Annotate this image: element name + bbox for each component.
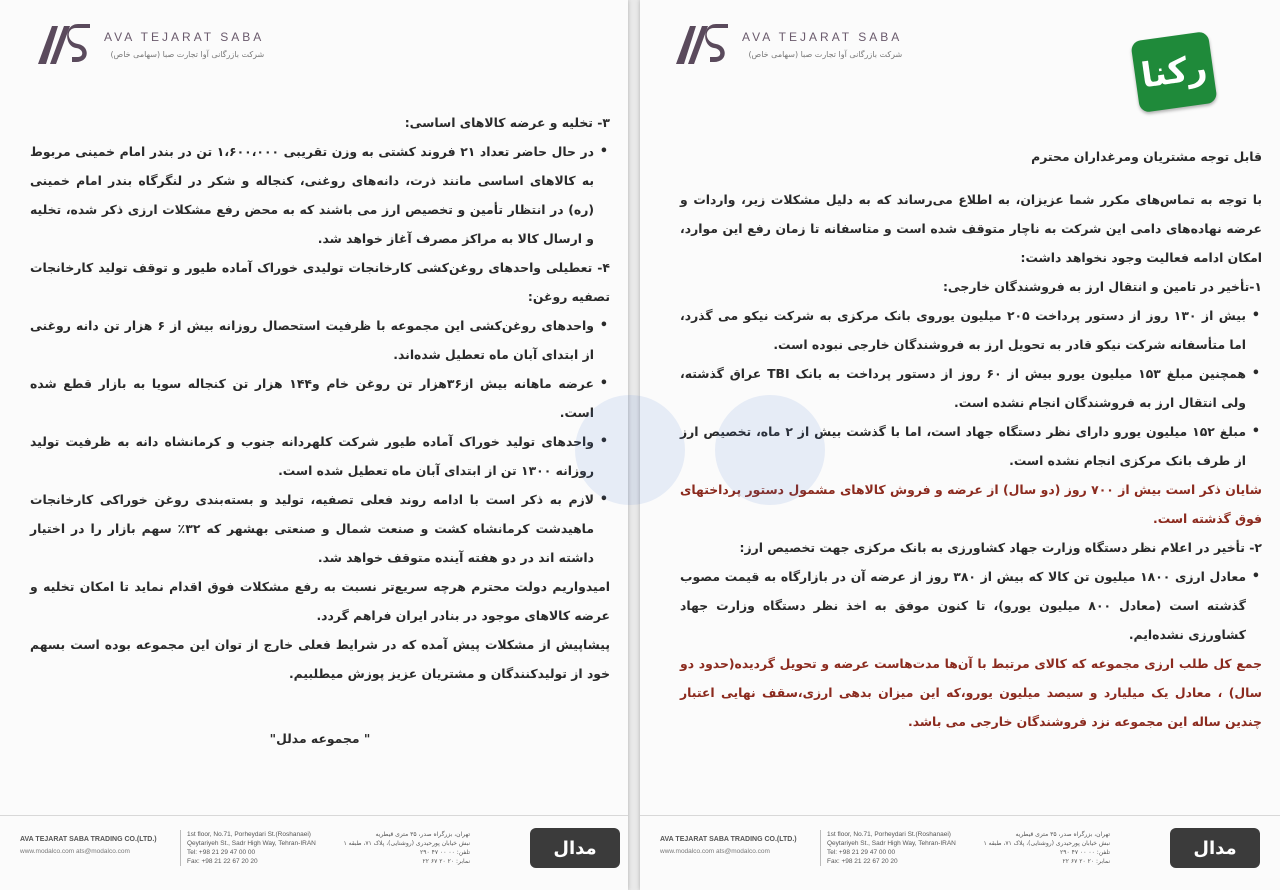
footer-web: www.modalco.com ats@modalco.com [20,848,130,855]
section-3-title: ۳- تخلیه و عرضه کالاهای اساسی: [404,115,610,130]
footer-web: www.modalco.com ats@modalco.com [660,848,770,855]
greeting: قابل توجه مشتریان ومرغداران محترم [1031,149,1262,164]
rokna-logo-text: رکنا [1138,47,1210,97]
company-logo [36,22,264,66]
letter-page-left [0,0,628,890]
section-1-title: ۱-تأخیر در تامین و انتقال ارز به فروشندگان خارجی: [942,279,1262,294]
section-4-bullet-2: • عرضه ماهانه بیش از۳۶هزار تن روغن خام و۱۴۴ هزار تن کنجاله سویا به بازار قطع شده است. [30,369,610,427]
letter-body-right [680,142,1262,736]
brand-name: AVA TEJARAT SABA [104,29,265,44]
notice-red-2: جمع کل طلب ارزی مجموعه که کالای مرتبط با آن‌ها مدت‌هاست عرضه و تحویل گردیده(حدود دو سال) ، معادل یک میلیارد و سیصد میلیون یورو،که این میزان بدهی ارزی،سقف نهایی اعتبار چندین ساله این مجموعه نزد فروشندگان خارجی می باشد. [680,656,1262,729]
section-1-bullet-3: • مبلغ ۱۵۲ میلیون یورو دارای نظر دستگاه جهاد است، اما با گذشت بیش از ۲ ماه، تخصیص ارز از طرف بانک مرکزی انجام نشده است. [680,417,1262,475]
hope-paragraph: امیدواریم دولت محترم هرچه سریع‌تر نسبت به رفع مشکلات فوق اقدام نماید تا امکان تخلیه و عرضه کالاهای موجود در بنادر ایران فراهم گردد. [30,579,610,623]
modal-brand-logo: مدال [530,828,620,868]
apology-paragraph: پیشاپیش از مشکلات پیش آمده که در شرایط فعلی خارج از توان این مجموعه بوده است بسهم خود از تولیدکنندگان و مشتریان عزیز پوزش میطلبیم. [30,637,610,681]
footer-address-fa: تهران، بزرگراه صدر، ۳۵ متری قیطریه نبش خیابان پورحیدری (روشنایی)، پلاک ۷۱، طبقه ۱ تلفن: ۰۰ ۰۰ ۴۷ ۲۹۰ نمابر: ۲۰ ۲۰ ۶۷ ۲۲ [983,831,1110,865]
company-logo [674,22,902,66]
section-4-title: ۴- تعطیلی واحدهای روغن‌کشی کارخانجات تولیدی خوراک آماده طیور و توقف تولید کارخانجات تصفیه روغن: [30,260,610,304]
section-2-title: ۲- تأخیر در اعلام نظر دستگاه وزارت جهاد کشاورزی به بانک مرکزی جهت تخصیص ارز: [739,540,1262,555]
modal-brand-logo: مدال [1170,828,1260,868]
section-1-bullet-1: • بیش از ۱۳۰ روز از دستور پرداخت ۲۰۵ میلیون یوروی بانک مرکزی به شرکت نیکو می گذرد، اما متأسفانه شرکت نیکو قادر به تحویل ارز به فروشندگان خارجی نبوده است. [680,301,1262,359]
intro-paragraph: با توجه به تماس‌های مکرر شما عزیزان، به اطلاع می‌رساند که به دلیل مشکلات زیر، واردات و عرضه نهاده‌های دامی این شرکت به ناچار متوقف شده است و متاسفانه تا زمان رفع این موارد، امکان ادامه فعالیت وجود نخواهد داشت: [680,192,1262,265]
footer-address-en: 1st floor, No.71, Porheydari St.(Roshanaei) Qeytariyeh St., Sadr High Way, Tehran-IRAN Tel: +98 21 29 47 00 00 Fax: +98 21 22 67 20 20 [820,830,956,866]
section-2-bullet-1: • معادل ارزی ۱۸۰۰ میلیون تن کالا که بیش از ۳۸۰ روز از عرضه آن در بازارگاه به قیمت مصوب گذشته است (معادل ۸۰۰ میلیون یورو)، تا کنون موفق به اخذ نظر دستگاه وزارت جهاد کشاورزی نشده‌ایم. [680,562,1262,649]
brand-subtitle: شرکت بازرگانی آوا تجارت صبا (سهامی خاص) [110,49,265,59]
letter-body-left [30,108,610,753]
ats-logo-icon [674,22,734,66]
footer-company: AVA TEJARAT SABA TRADING CO.(LTD.) [20,836,157,843]
page-footer [0,815,628,885]
page-footer [640,815,1280,885]
rokna-logo-badge [1130,31,1217,113]
section-4-bullet-3: • واحدهای تولید خوراک آماده طیور شرکت کلهردانه جنوب و کرمانشاه دانه به ظرفیت تولید روزانه ۱۳۰۰ تن از ابتدای آبان ماه تعطیل شده است. [30,427,610,485]
ats-logo-icon [36,22,96,66]
letter-page-right [640,0,1280,890]
section-4-bullet-1: • واحدهای روغن‌کشی این مجموعه با ظرفیت استحصال روزانه بیش از ۶ هزار تن دانه روغنی از ابتدای آبان ماه تعطیل شده‌اند. [30,311,610,369]
section-4-bullet-4: • لازم به ذکر است با ادامه روند فعلی تصفیه، تولید و بسته‌بندی روغن خوراکی کارخانجات ماهیدشت کرمانشاه کشت و صنعت شمال و صنعتی بهشهر که ۳۲٪ سهم بازار را در اختیار داشته اند در دو هفته آینده متوقف خواهد شد. [30,485,610,572]
footer-company: AVA TEJARAT SABA TRADING CO.(LTD.) [660,836,797,843]
section-1-bullet-2: • همچنین مبلغ ۱۵۳ میلیون یورو بیش از ۶۰ روز از دستور پرداخت به بانک TBI عراق گذشته، ولی انتقال ارز به فروشندگان انجام نشده است. [680,359,1262,417]
signature: " مجموعه مدلل" [269,731,371,746]
notice-red-1: شایان ذکر است بیش از ۷۰۰ روز (دو سال) از عرضه و فروش کالاهای مشمول دستور پرداختهای فوق گذشته است. [680,482,1262,526]
section-3-bullet-1: • در حال حاضر تعداد ۲۱ فروند کشتی به وزن تقریبی ۱،۶۰۰،۰۰۰ تن در بندر امام خمینی مربوط به کالاهای اساسی مانند ذرت، دانه‌های روغنی، کنجاله و شکر در لنگرگاه بندر امام خمینی (ره) در انتظار تأمین و تخصیص ارز می باشند که به محض رفع مشکلات ارزی ذکر شده، تخلیه و ارسال کالا به مراکز مصرف آغاز خواهد شد. [30,137,610,253]
footer-address-en: 1st floor, No.71, Porheydari St.(Roshanaei) Qeytariyeh St., Sadr High Way, Tehran-IRAN Tel: +98 21 29 47 00 00 Fax: +98 21 22 67 20 20 [180,830,316,866]
brand-name: AVA TEJARAT SABA [742,29,903,44]
footer-address-fa: تهران، بزرگراه صدر، ۳۵ متری قیطریه نبش خیابان پورحیدری (روشنایی)، پلاک ۷۱، طبقه ۱ تلفن: ۰۰ ۰۰ ۴۷ ۲۹۰ نمابر: ۲۰ ۲۰ ۶۷ ۲۲ [343,831,470,865]
brand-subtitle: شرکت بازرگانی آوا تجارت صبا (سهامی خاص) [748,49,903,59]
